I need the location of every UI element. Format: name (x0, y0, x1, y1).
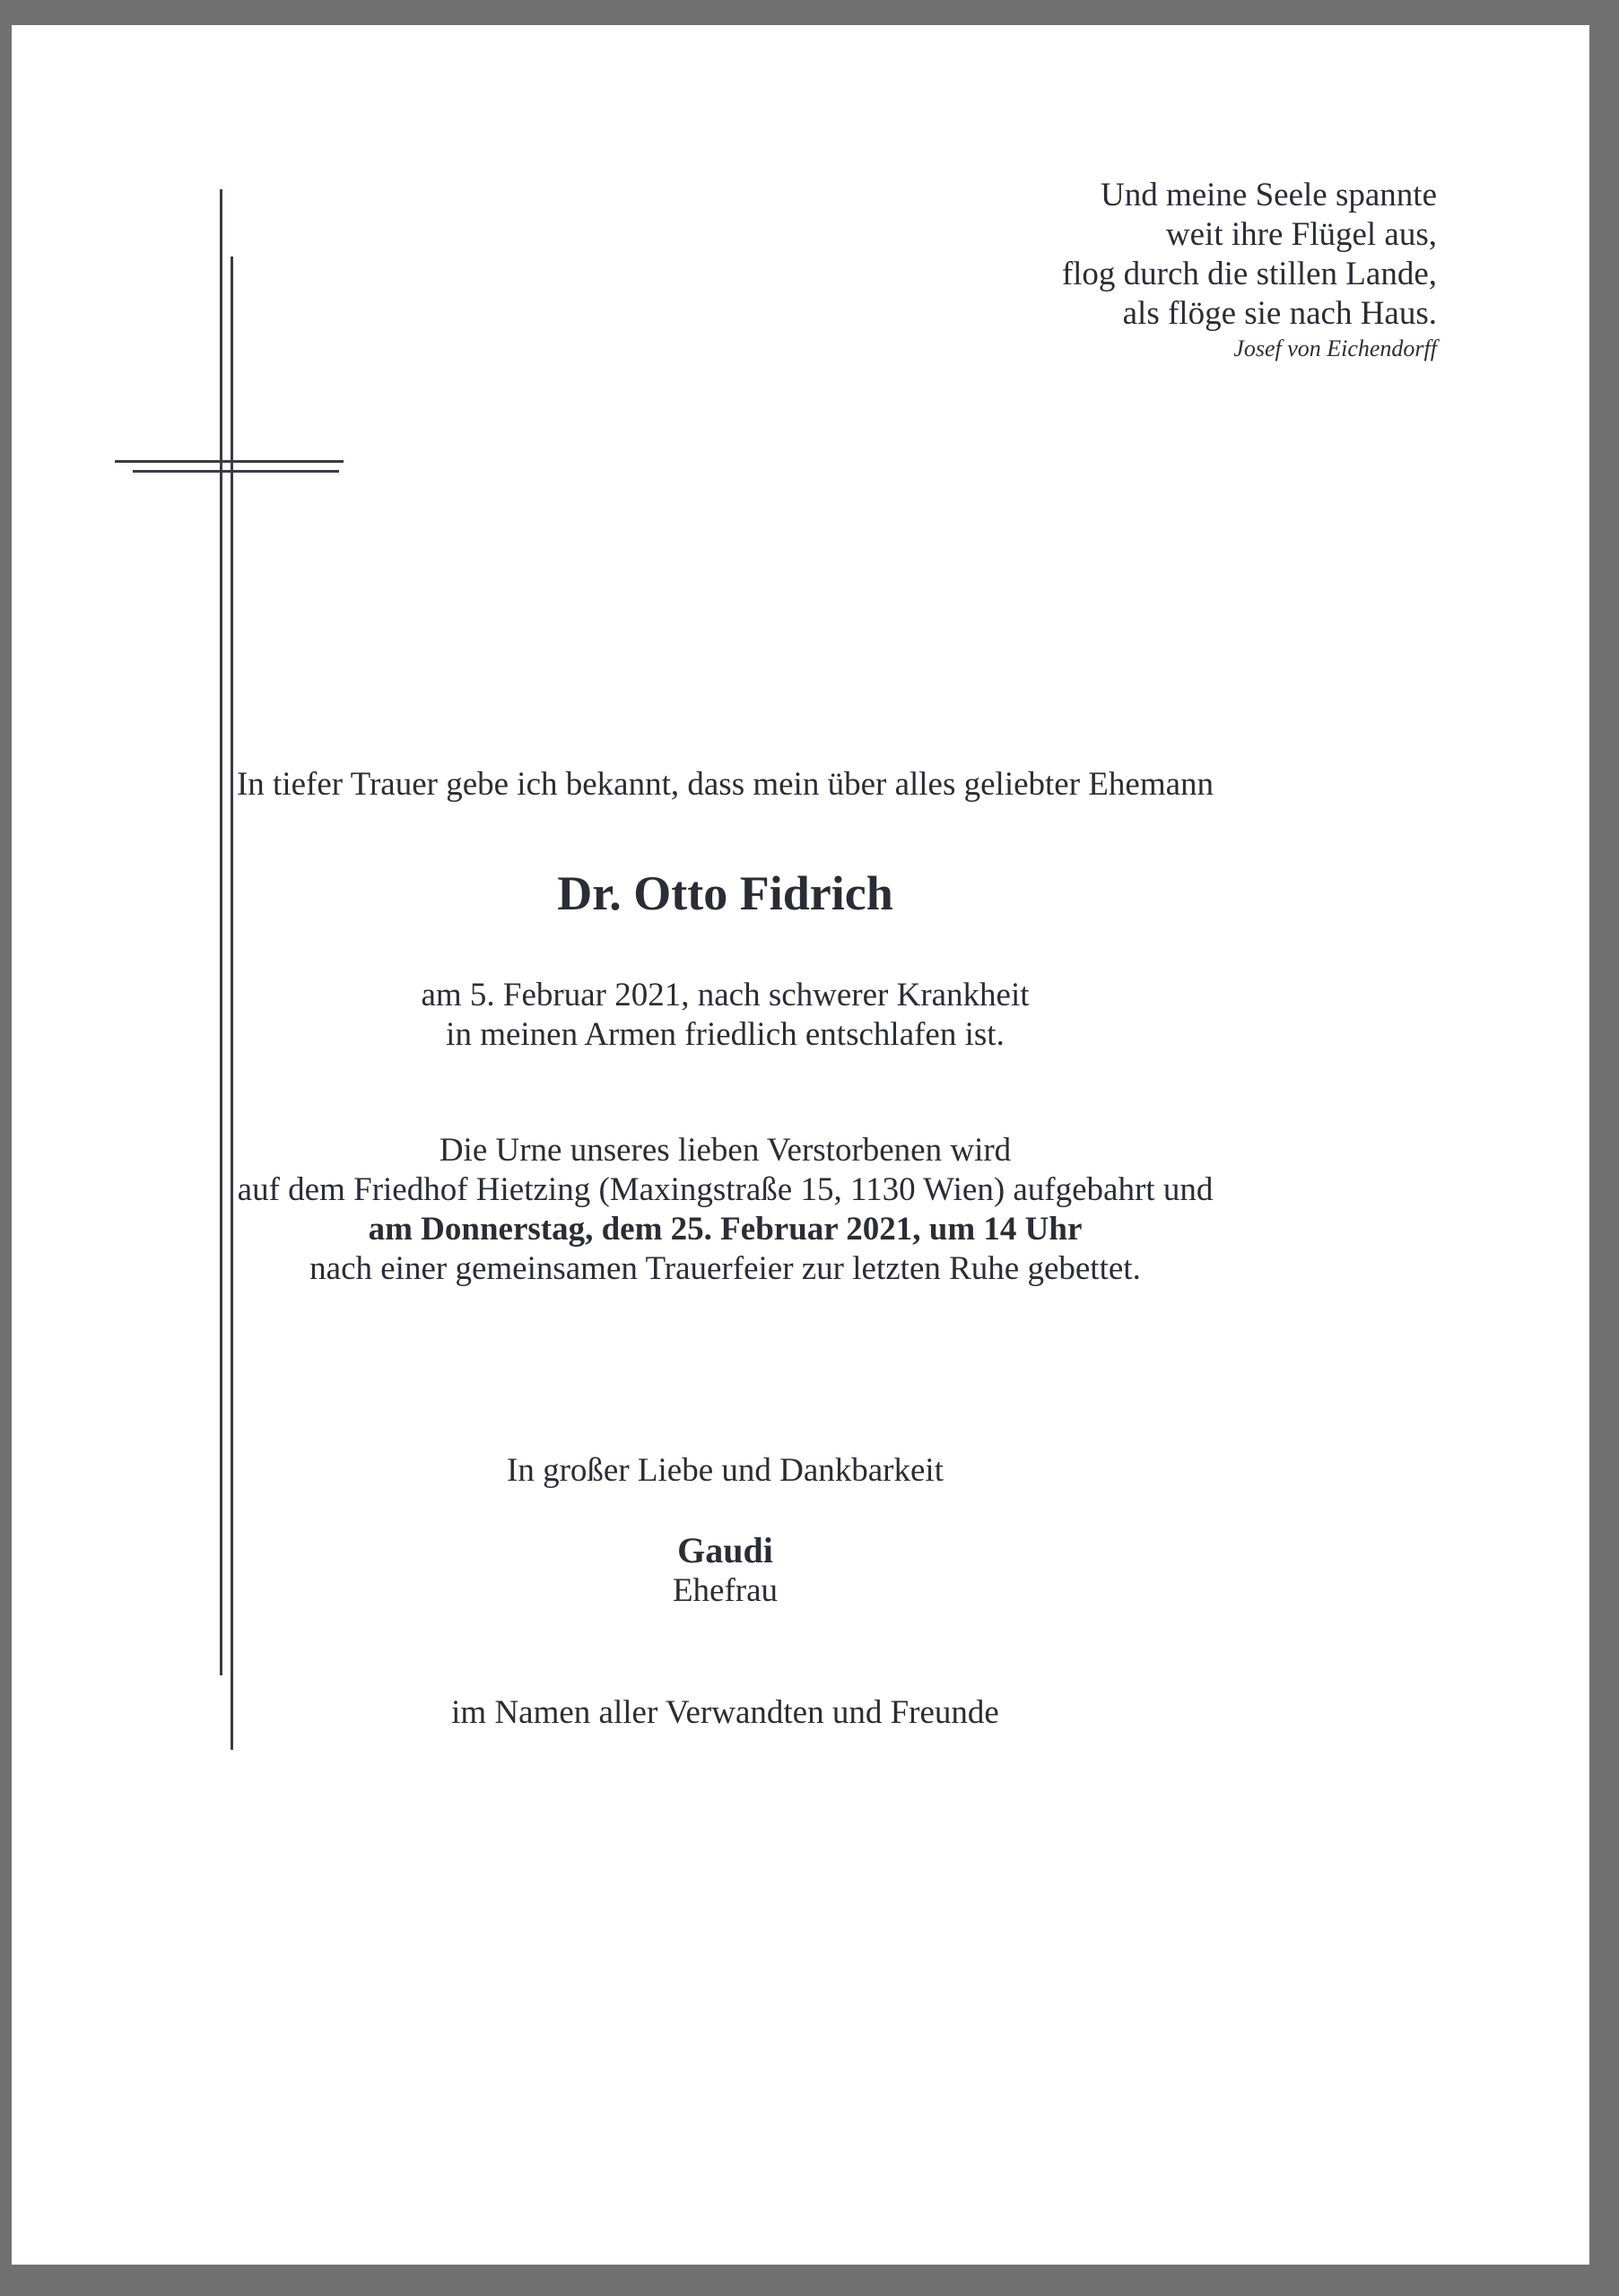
signer-name: Gaudi (677, 1530, 773, 1570)
poem-author: Josef von Eichendorff (1233, 335, 1437, 361)
signer (203, 1530, 1248, 1611)
burial-notice (203, 1131, 1248, 1289)
closing-text (203, 1451, 1248, 1491)
burial-line: nach einer gemeinsamen Trauerfeier zur letzten Ruhe gebettet. (309, 1250, 1141, 1287)
burial-line: Die Urne unseres lieben Verstorbenen wird (439, 1132, 1012, 1169)
poem-line: flog durch die stillen Lande, (1061, 256, 1437, 292)
poem-line: weit ihre Flügel aus, (1165, 216, 1437, 253)
poem-line: Und meine Seele spannte (1100, 177, 1437, 213)
burial-line: auf dem Friedhof Hietzing (Maxingstraße 15, 1130 Wien) aufgebahrt und (237, 1171, 1214, 1208)
signer-role: Ehefrau (672, 1572, 779, 1609)
paper (12, 25, 1589, 2265)
family-text: im Namen aller Verwandten und Freunde (451, 1694, 999, 1731)
burial-date-line: am Donnerstag, dem 25. Februar 2021, um 14 Uhr (368, 1211, 1083, 1248)
poem-line: als flöge sie nach Haus. (1122, 295, 1437, 332)
poem (1062, 176, 1437, 364)
death-line: in meinen Armen friedlich entschlafen ist. (446, 1016, 1005, 1053)
announcement-intro (203, 765, 1248, 804)
intro-text: In tiefer Trauer gebe ich bekannt, dass mein über alles geliebter Ehemann (236, 766, 1214, 803)
deceased-name-text: Dr. Otto Fidrich (557, 866, 893, 920)
family-line (203, 1693, 1248, 1733)
closing-line: In großer Liebe und Dankbarkeit (507, 1452, 944, 1489)
death-notice (203, 976, 1248, 1055)
deceased-name (203, 864, 1248, 923)
death-line: am 5. Februar 2021, nach schwerer Krankheit (421, 977, 1030, 1013)
